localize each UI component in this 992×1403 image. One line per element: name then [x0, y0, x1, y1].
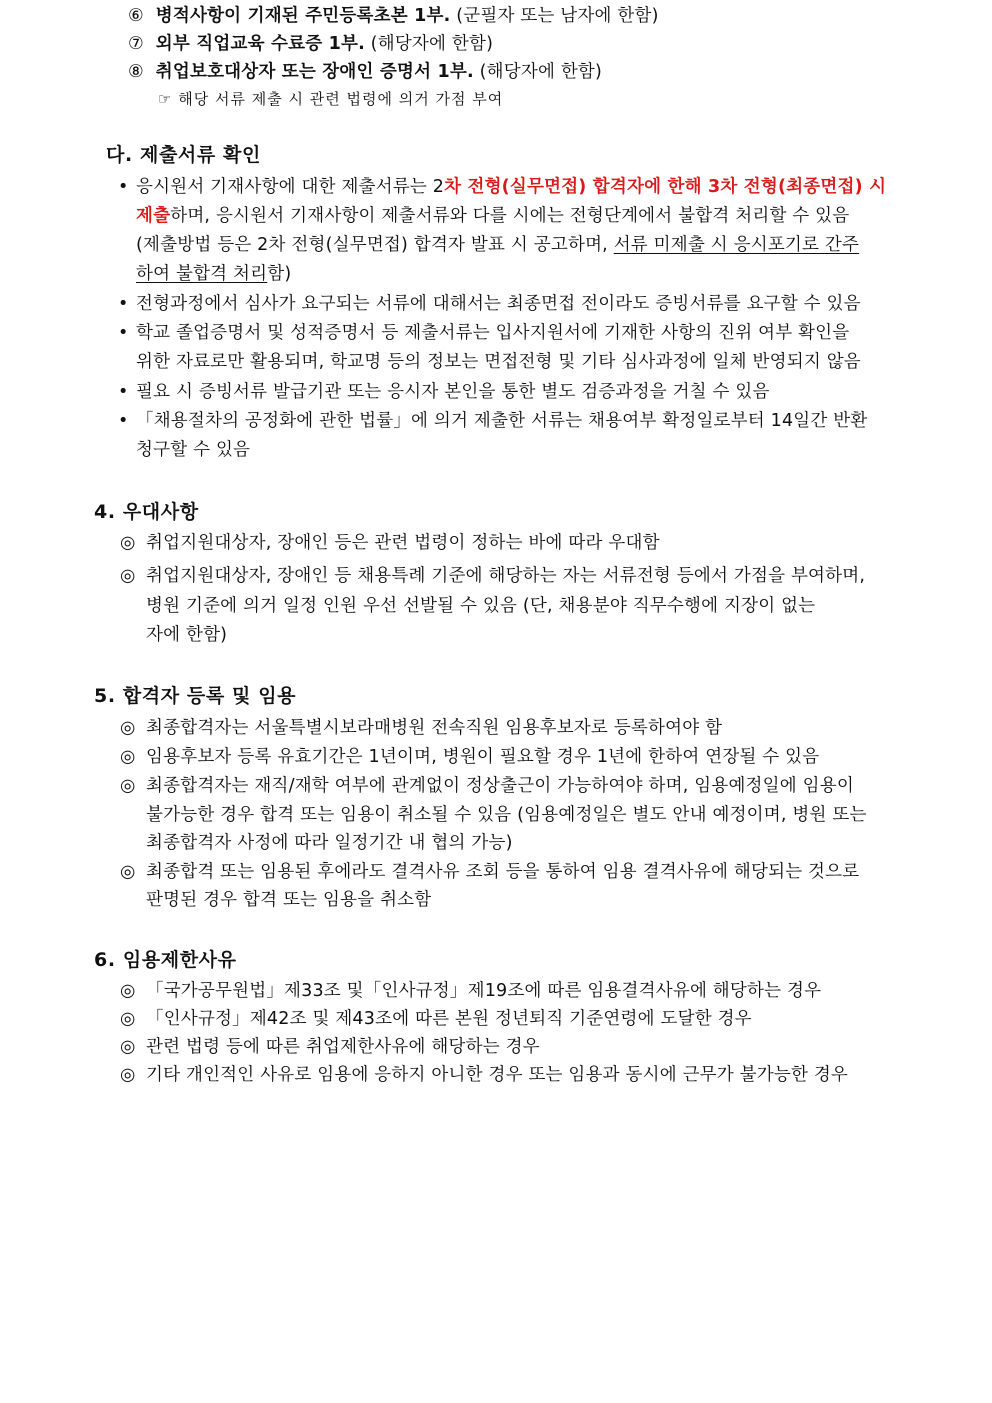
- submission-bullet-5-line-1: • 「채용절차의 공정화에 관한 법률」에 의거 제출한 서류는 채용여부 확정일로부터 14일간 반환: [118, 411, 868, 431]
- double-circle-icon: ◎: [120, 1065, 136, 1085]
- submission-bullet-2: • 전형과정에서 심사가 요구되는 서류에 대해서는 최종면접 전이라도 증빙서류를 요구할 수 있음: [118, 294, 861, 314]
- registration-item-4-line-1: ◎ 최종합격 또는 임용된 후에라도 결격사유 조회 등을 통하여 임용 결격사유에 해당되는 것으로: [120, 862, 860, 882]
- item-note: (군필자 또는 남자에 한함): [450, 6, 659, 26]
- bullet-icon: •: [118, 323, 129, 343]
- submission-bullet-1-line-4: 하여 불합격 처리함): [136, 264, 292, 284]
- bullet-icon: •: [118, 411, 129, 431]
- restriction-item-2: ◎ 「인사규정」제42조 및 제43조에 따른 본원 정년퇴직 기준연령에 도달한 경우: [120, 1009, 752, 1029]
- registration-item-3-line-3: 최종합격자 사정에 따라 일정기간 내 협의 가능): [146, 833, 513, 853]
- section-heading-preferences: 4. 우대사항: [94, 501, 199, 523]
- item-marker: ⑦: [128, 34, 144, 54]
- section-heading-restrictions: 6. 임용제한사유: [94, 949, 237, 971]
- restriction-item-1: ◎ 「국가공무원법」제33조 및「인사규정」제19조에 따른 임용결격사유에 해당하는 경우: [120, 981, 822, 1001]
- submission-bullet-4: • 필요 시 증빙서류 발급기관 또는 응시자 본인을 통한 별도 검증과정을 거칠 수 있음: [118, 382, 770, 402]
- preference-item-1: ◎ 취업지원대상자, 장애인 등은 관련 법령이 정하는 바에 따라 우대함: [120, 533, 660, 553]
- double-circle-icon: ◎: [120, 1009, 136, 1029]
- document-item-6: [128, 4, 659, 28]
- bonus-note: [158, 87, 503, 111]
- section-heading-registration: 5. 합격자 등록 및 임용: [94, 685, 297, 707]
- submission-bullet-1-line-3: (제출방법 등은 2차 전형(실무면접) 합격자 발표 시 공고하며, 서류 미제출 시 응시포기로 간주: [136, 235, 860, 255]
- registration-item-4-line-2: 판명된 경우 합격 또는 임용을 취소함: [146, 890, 432, 910]
- item-title: 외부 직업교육 수료증 1부.: [155, 34, 365, 54]
- document-item-7: [128, 32, 493, 56]
- registration-item-3-line-1: ◎ 최종합격자는 재직/재학 여부에 관계없이 정상출근이 가능하여야 하며, 임용예정일에 임용이: [120, 776, 854, 796]
- submission-bullet-1-line-1: • 응시원서 기재사항에 대한 제출서류는 2차 전형(실무면접) 합격자에 한해 3차 전형(최종면접) 시: [118, 177, 887, 197]
- item-title: 병적사항이 기재된 주민등록초본 1부.: [155, 6, 451, 26]
- double-circle-icon: ◎: [120, 1037, 136, 1057]
- restriction-item-3: ◎ 관련 법령 등에 따른 취업제한사유에 해당하는 경우: [120, 1037, 540, 1057]
- double-circle-icon: ◎: [120, 533, 136, 553]
- preference-item-2-line-1: ◎ 취업지원대상자, 장애인 등 채용특례 기준에 해당하는 자는 서류전형 등에서 가점을 부여하며,: [120, 566, 866, 586]
- note-text: 해당 서류 제출 시 관련 법령에 의거 가점 부여: [178, 90, 504, 108]
- bullet-icon: •: [118, 177, 129, 197]
- item-note: (해당자에 한함): [473, 62, 603, 82]
- item-note: (해당자에 한함): [364, 34, 494, 54]
- submission-bullet-3-line-2: 위한 자료로만 활용되며, 학교명 등의 정보는 면접전형 및 기타 심사과정에 일체 반영되지 않음: [136, 352, 861, 372]
- highlight-text: 제출: [136, 206, 171, 226]
- registration-item-1: ◎ 최종합격자는 서울특별시보라매병원 전속직원 임용후보자로 등록하여야 함: [120, 718, 723, 738]
- double-circle-icon: ◎: [120, 776, 136, 796]
- double-circle-icon: ◎: [120, 747, 136, 767]
- item-title: 취업보호대상자 또는 장애인 증명서 1부.: [155, 62, 474, 82]
- registration-item-3-line-2: 불가능한 경우 합격 또는 임용이 취소될 수 있음 (임용예정일은 별도 안내 예정이며, 병원 또는: [146, 805, 867, 825]
- preference-item-2-line-3: 자에 한함): [146, 625, 228, 645]
- underlined-text: 서류 미제출 시 응시포기로 간주: [613, 235, 860, 255]
- registration-item-2: ◎ 임용후보자 등록 유효기간은 1년이며, 병원이 필요할 경우 1년에 한하여 연장될 수 있음: [120, 747, 820, 767]
- restriction-item-4: ◎ 기타 개인적인 사유로 임용에 응하지 아니한 경우 또는 임용과 동시에 근무가 불가능한 경우: [120, 1065, 849, 1085]
- item-marker: ⑧: [128, 62, 144, 82]
- item-marker: ⑥: [128, 6, 144, 26]
- underlined-text: 하여 불합격 처리: [136, 264, 268, 284]
- bullet-icon: •: [118, 382, 129, 402]
- highlight-text: 차 전형(실무면접) 합격자에 한해 3차 전형(최종면접) 시: [444, 177, 887, 197]
- bullet-icon: •: [118, 294, 129, 314]
- document-item-8: [128, 60, 602, 84]
- section-heading-submission-check: 다. 제출서류 확인: [106, 144, 261, 166]
- double-circle-icon: ◎: [120, 566, 136, 586]
- double-circle-icon: ◎: [120, 981, 136, 1001]
- submission-bullet-5-line-2: 청구할 수 있음: [136, 440, 251, 460]
- submission-bullet-1-line-2: 제출하며, 응시원서 기재사항이 제출서류와 다를 시에는 전형단계에서 불합격 처리할 수 있음: [136, 206, 850, 226]
- pointing-hand-icon: ☞: [158, 90, 173, 108]
- preference-item-2-line-2: 병원 기준에 의거 일정 인원 우선 선발될 수 있음 (단, 채용분야 직무수행에 지장이 없는: [146, 596, 816, 616]
- double-circle-icon: ◎: [120, 862, 136, 882]
- submission-bullet-3-line-1: • 학교 졸업증명서 및 성적증명서 등 제출서류는 입사지원서에 기재한 사항의 진위 여부 확인을: [118, 323, 850, 343]
- double-circle-icon: ◎: [120, 718, 136, 738]
